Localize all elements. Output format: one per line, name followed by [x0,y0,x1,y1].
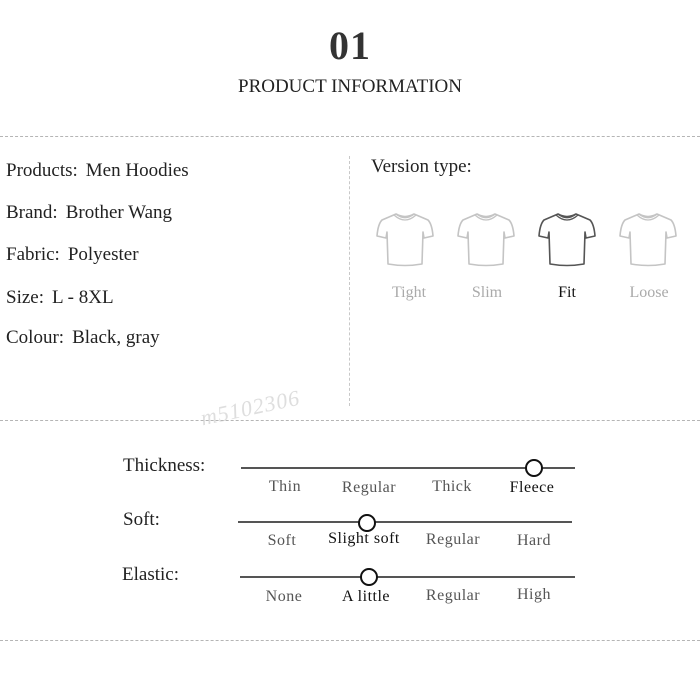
t-shirt-icon [617,208,679,270]
scale-option: Regular [425,531,481,548]
scale-line-elastic [240,576,575,578]
info-brand [6,202,172,224]
version-label-slim: Slim [471,284,503,301]
scale-option: Thin [268,478,302,495]
info-label: Products: [6,160,78,181]
scale-option: Soft [267,532,297,549]
scale-option: None [265,588,303,605]
info-value: Men Hoodies [85,160,189,181]
version-label-loose: Loose [629,284,669,301]
version-label-fit: Fit [558,284,576,301]
info-size [6,287,114,309]
scale-option: Thick [432,478,472,495]
scale-option: Hard [517,532,551,549]
scale-line-soft [238,521,572,523]
t-shirt-icon [374,208,436,270]
scale-option: Regular [341,479,397,496]
scale-title-thickness: Thickness: [123,455,206,476]
version-option-loose [617,208,679,275]
info-value: Polyester [67,244,139,265]
version-option-fit [536,208,598,275]
t-shirt-icon [536,208,598,270]
info-label: Fabric: [6,244,60,265]
divider-vertical [349,156,350,406]
divider-top [0,136,700,137]
info-fabric [6,244,139,266]
version-label-tight: Tight [391,284,427,301]
scale-option-selected: A little [342,588,390,605]
t-shirt-icon [455,208,517,270]
info-colour [6,327,160,349]
version-option-slim [455,208,517,275]
divider-middle [0,420,700,421]
scale-option-selected: Fleece [509,479,555,496]
scale-option: High [517,586,551,603]
scale-title-soft: Soft: [123,509,160,530]
info-value: Black, gray [72,327,160,348]
info-label: Colour: [6,327,65,348]
info-label: Size: [6,287,44,308]
divider-bottom [0,640,700,641]
section-title: PRODUCT INFORMATION [238,76,462,97]
info-products [6,160,189,182]
scale-title-elastic: Elastic: [122,564,179,585]
scale-option: Regular [425,587,481,604]
scale-marker-thickness [525,459,543,477]
info-label: Brand: [6,202,58,223]
scale-option-selected: Slight soft [328,530,400,547]
scale-marker-elastic [360,568,378,586]
info-value: L - 8XL [52,287,114,308]
version-type-title: Version type: [371,156,472,177]
watermark-text: m5102306 [198,384,303,431]
section-number: 01 [329,23,371,68]
version-option-tight [374,208,436,275]
info-value: Brother Wang [65,202,173,223]
